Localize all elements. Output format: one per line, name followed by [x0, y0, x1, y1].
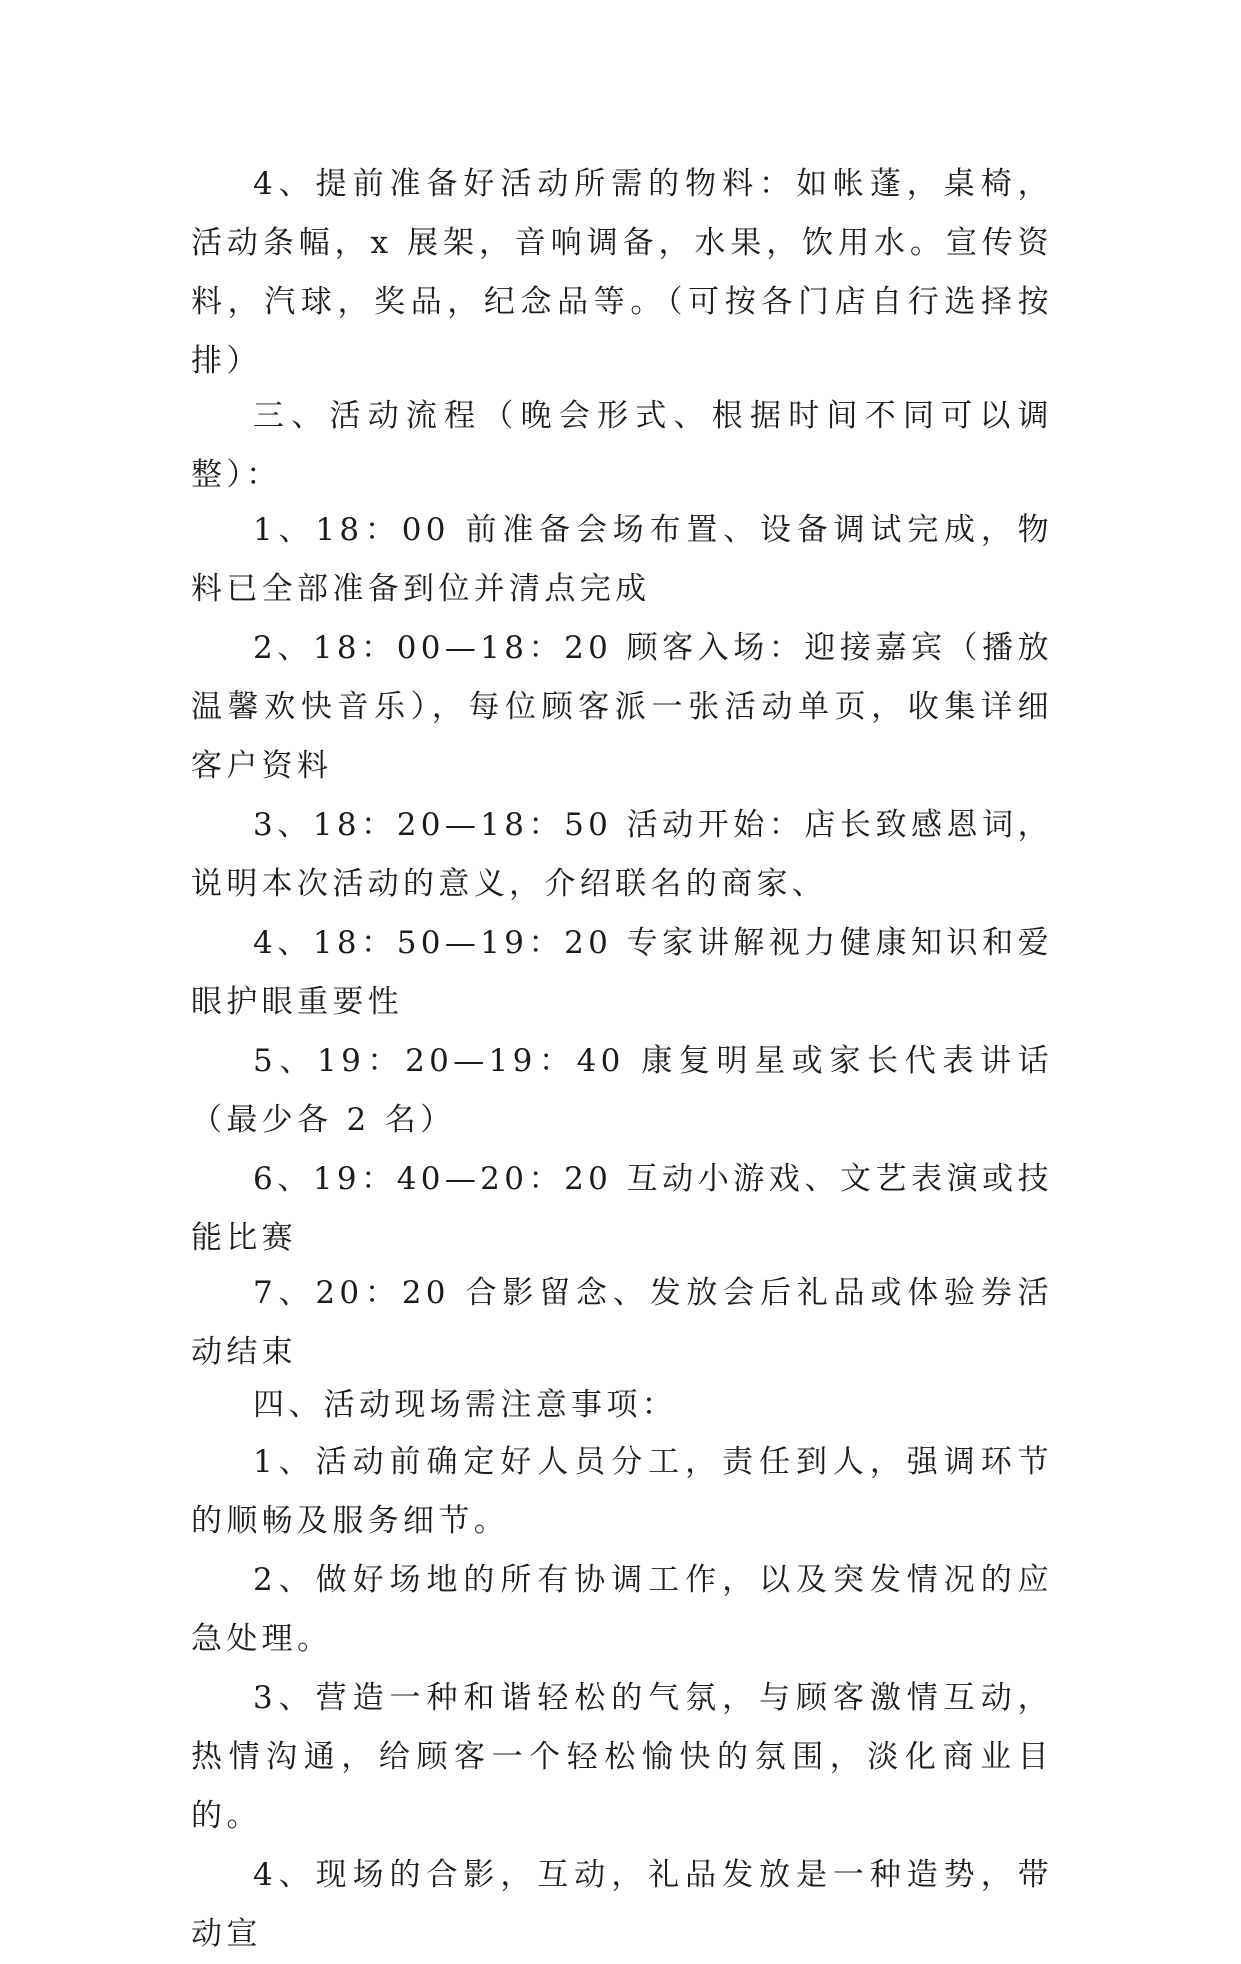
heading-onsite-notes: 四、活动现场需注意事项： [253, 1387, 678, 1423]
paragraph-note-2: 2、做好场地的所有协调工作，以及突发情况的应急处理。 [191, 1562, 1053, 1657]
paragraph-flow-2: 2、18：00—18：20 顾客入场：迎接嘉宾（播放温馨欢快音乐），每位顾客派一张活动单页，收集详细客户资料 [191, 630, 1053, 784]
paragraph-note-3: 3、营造一种和谐轻松的气氛，与顾客激情互动，热情沟通，给顾客一个轻松愉快的氛围，淡化商业目的。 [191, 1680, 1053, 1834]
paragraph-flow-6: 6、19：40—20：20 互动小游戏、文艺表演或技能比赛 [191, 1161, 1053, 1256]
paragraph-note-4: 4、现场的合影，互动，礼品发放是一种造势，带动宣 [191, 1857, 1053, 1952]
paragraph-flow-1: 1、18：00 前准备会场布置、设备调试完成，物料已全部准备到位并清点完成 [191, 512, 1053, 607]
heading-activity-flow: 三、活动流程（晚会形式、根据时间不同可以调整）： [191, 398, 1053, 493]
paragraph-materials: 4、提前准备好活动所需的物料：如帐蓬，桌椅，活动条幅，x 展架，音响调备，水果，饮用水。宣传资料，汽球，奖品，纪念品等。（可按各门店自行选择按排） [191, 166, 1053, 379]
paragraph-flow-3: 3、18：20—18：50 活动开始：店长致感恩词，说明本次活动的意义，介绍联名的商家、 [191, 807, 1053, 902]
paragraph-flow-4: 4、18：50—19：20 专家讲解视力健康知识和爱眼护眼重要性 [191, 925, 1053, 1020]
paragraph-note-1: 1、活动前确定好人员分工，责任到人，强调环节的顺畅及服务细节。 [191, 1444, 1053, 1539]
paragraph-flow-7: 7、20：20 合影留念、发放会后礼品或体验券活动结束 [191, 1275, 1053, 1370]
paragraph-flow-5: 5、19：20—19：40 康复明星或家长代表讲话（最少各 2 名） [191, 1043, 1053, 1138]
document-body [191, 155, 1053, 1964]
